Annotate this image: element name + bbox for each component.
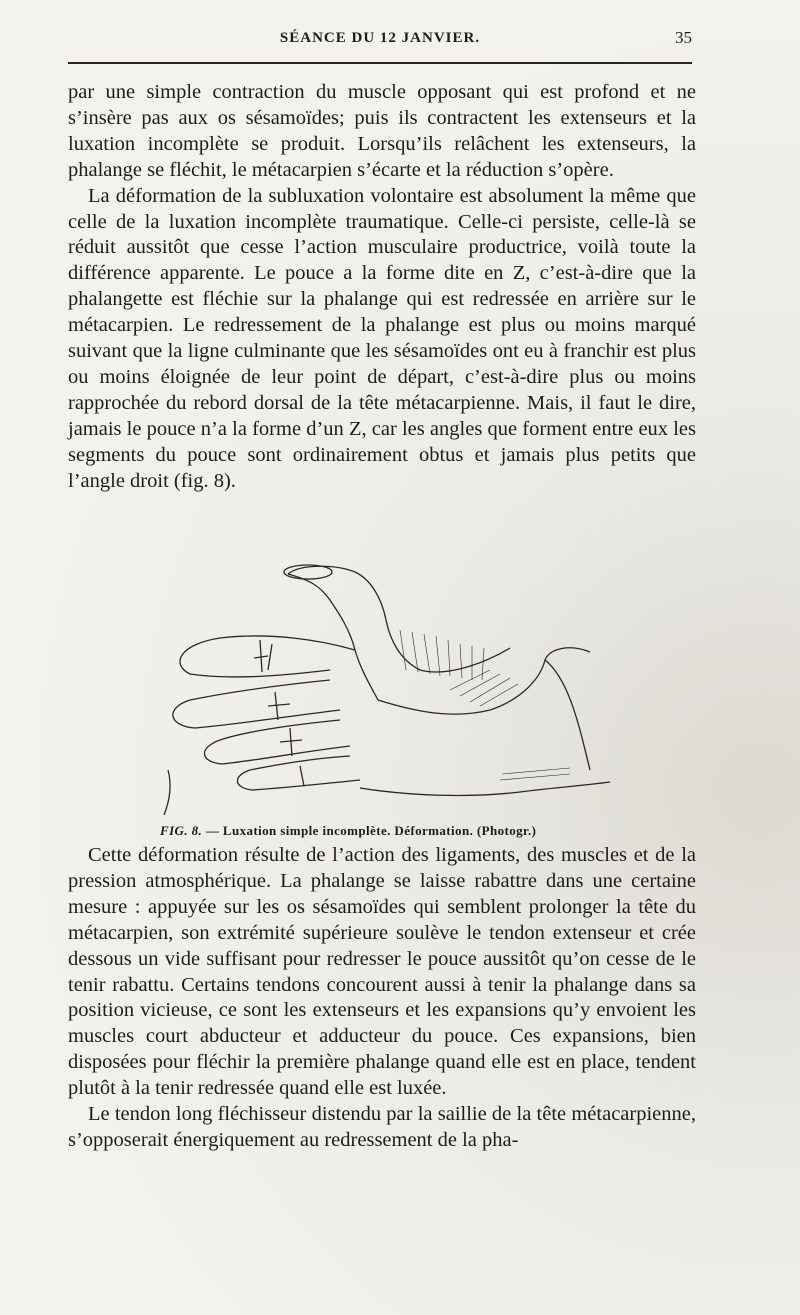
page-number: 35	[675, 28, 692, 47]
figure-label: FIG. 8.	[160, 823, 203, 838]
running-header	[68, 26, 692, 56]
hand-illustration	[150, 560, 650, 818]
body-text-top	[68, 80, 696, 495]
header-title: SÉANCE DU 12 JANVIER.	[279, 30, 481, 46]
figure-caption	[160, 823, 640, 839]
paragraph-deformation: La déformation de la subluxation volontaire est absolument la même que celle de la luxation incomplète traumatique. Celle-ci persiste, celle-là se réduit aussitôt que cesse l’action musculaire productrice, voilà toute la différence apparente. Le pouce a la forme dite en Z, c’est-à-dire que la phalangette est fléchie sur la phalange qui est redressée en arrière sur le métacarpien. Le redressement de la phalange est plus ou moins marqué suivant que la ligne culminante que les sésamoïdes ont eu à franchir est plus ou moins éloignée de leur point de départ, c’est-à-dire plus ou moins rapprochée du rebord dorsal de la tête métacarpienne. Mais, il faut le dire, jamais le pouce n’a la forme d’un Z, car les angles que forment entre eux les segments du pouce sont ordinairement obtus et jamais plus petits que l’angle droit (fig. 8).	[68, 184, 696, 492]
figure-caption-text: — Luxation simple incomplète. Déformation. (Photogr.)	[205, 823, 537, 838]
paragraph-cause: Cette déformation résulte de l’action des ligaments, des muscles et de la pression atmosphérique. La phalange se laisse rabattre dans une certaine mesure : appuyée sur les os sésamoïdes qui semblent prolonger la tête du métacarpien, son extrémité supérieure soulève le tendon extenseur et crée dessous un vide suffisant pour redresser le pouce aussitôt qu’on cesse de le tenir rabattu. Certains tendons concourent aussi à tenir la phalange dans sa position vicieuse, ce sont les extenseurs et les expansions qu’y envoient les muscles court abducteur et adducteur du pouce. Ces expansions, bien disposées pour fléchir la première phalange quand elle est en place, tendent plutôt à la tenir redressée quand elle est luxée.	[68, 844, 696, 1100]
paragraph-continuation: par une simple contraction du muscle opposant qui est profond et ne s’insère pas aux os sésamoïdes; puis ils contractent les extenseurs et la luxation incomplète se produit. Lorsqu’ils relâchent les extenseurs, la phalange se fléchit, le métacarpien s’écarte et la réduction s’opère.	[68, 81, 696, 181]
body-text-bottom	[68, 843, 696, 1154]
paragraph-tendon: Le tendon long fléchisseur distendu par la saillie de la tête métacarpienne, s’opposerait énergiquement au redressement de la pha-	[68, 1103, 696, 1151]
header-rule	[68, 62, 692, 64]
